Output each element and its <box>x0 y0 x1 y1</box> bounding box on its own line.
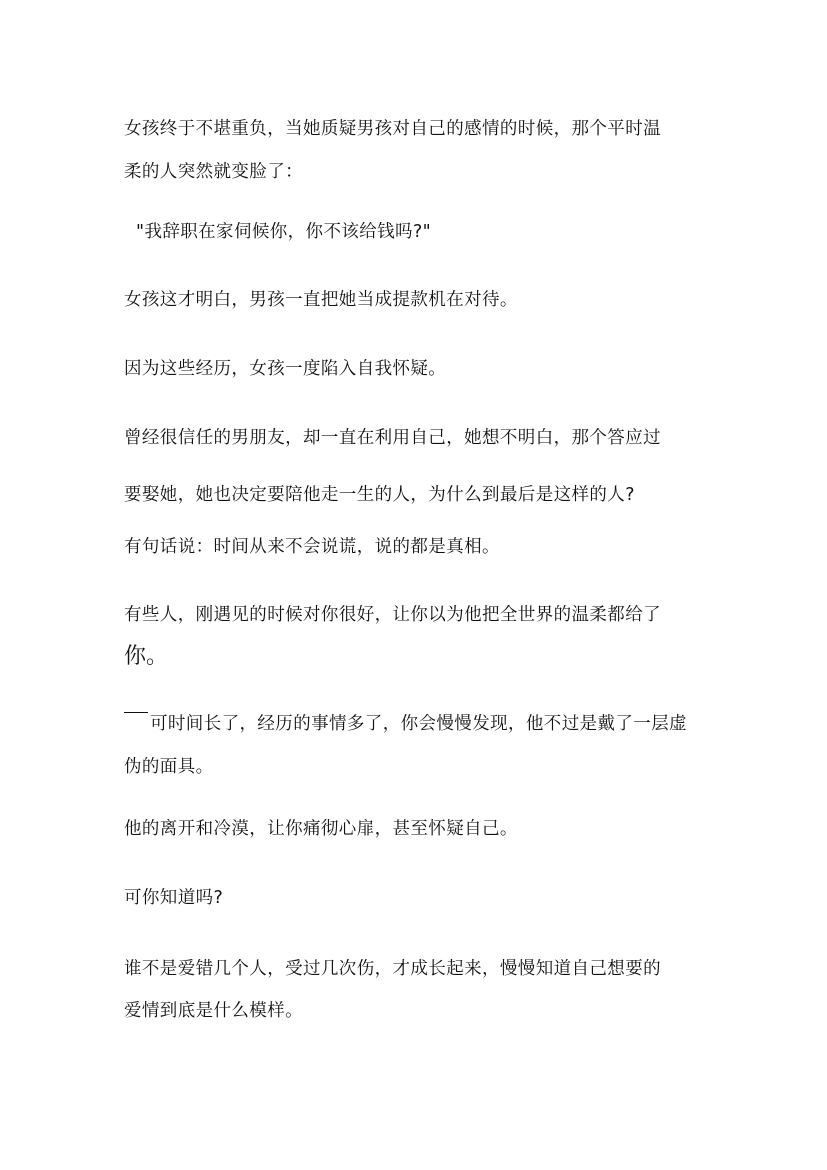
paragraph-line: 女孩这才明白，男孩一直把她当成提款机在对待。 <box>124 290 518 310</box>
paragraph-line: 因为这些经历，女孩一度陷入自我怀疑。 <box>124 359 447 379</box>
paragraph-line: 可你知道吗? <box>124 888 224 908</box>
paragraph-line: 谁不是爱错几个人，受过几次伤，才成长起来，慢慢知道自己想要的 <box>124 959 661 979</box>
paragraph-line: 他的离开和冷漠，让你痛彻心扉，甚至怀疑自己。 <box>124 819 518 839</box>
paragraph-line: 要娶她，她也决定要陪他走一生的人，为什么到最后是这样的人? <box>124 485 635 505</box>
paragraph-line: 女孩终于不堪重负，当她质疑男孩对自己的感情的时候，那个平时温 <box>124 119 661 139</box>
dash-rule <box>124 712 148 713</box>
paragraph-line: 伪的面具。 <box>124 757 214 777</box>
paragraph-line: 爱情到底是什么模样。 <box>124 1001 303 1021</box>
paragraph-line: 有些人，刚遇见的时候对你很好，让你以为他把全世界的温柔都给了 <box>124 605 661 625</box>
paragraph-line: 有句话说：时间从来不会说谎，说的都是真相。 <box>124 537 500 557</box>
quote-line: "我辞职在家伺候你，你不该给钱吗?" <box>136 222 432 242</box>
paragraph-line: 柔的人突然就变脸了： <box>124 162 303 182</box>
paragraph-line: 可时间长了，经历的事情多了，你会慢慢发现，他不过是戴了一层虚 <box>150 714 687 734</box>
paragraph-line-large: 你。 <box>124 644 169 669</box>
paragraph-line: 曾经很信任的男朋友，却一直在利用自己，她想不明白，那个答应过 <box>124 428 661 448</box>
